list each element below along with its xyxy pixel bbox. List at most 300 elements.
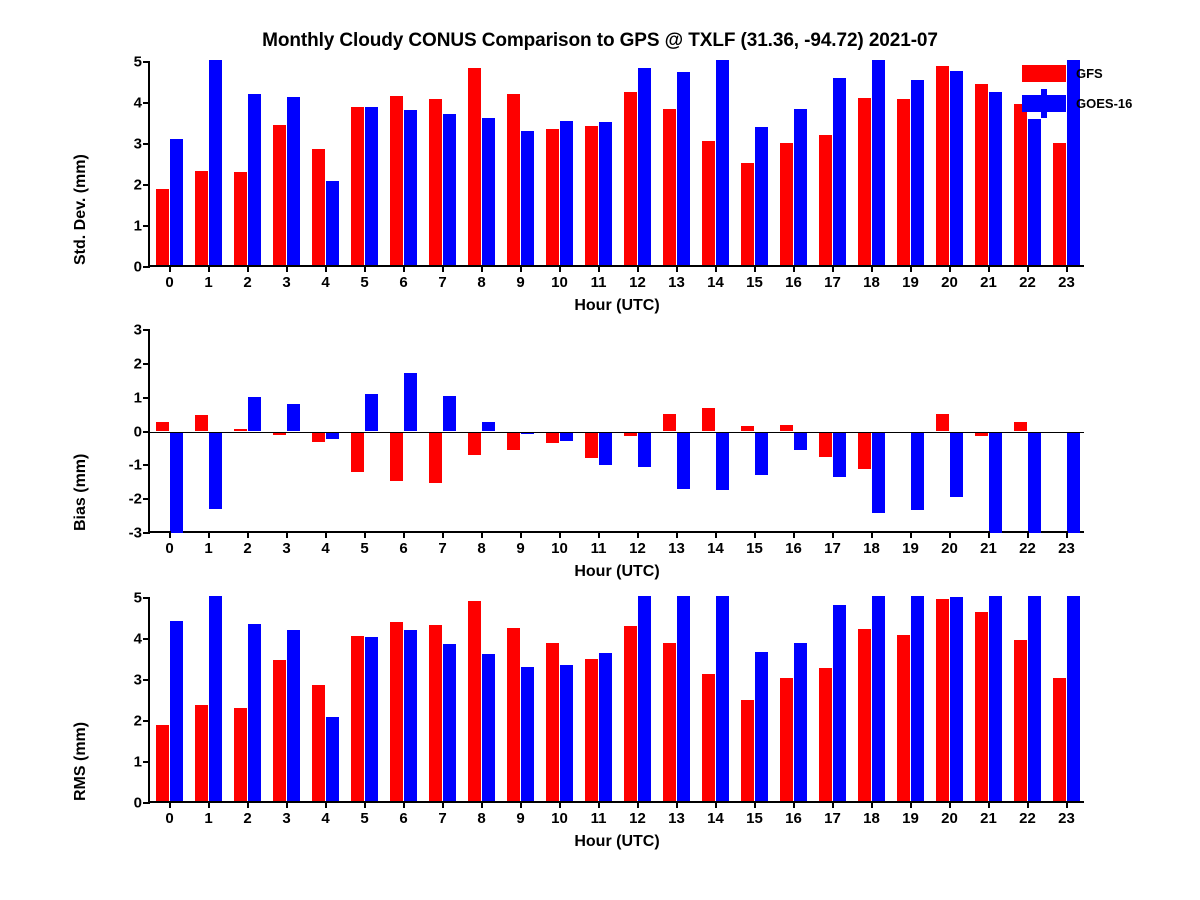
x-tick-label: 15	[746, 274, 763, 291]
x-tick-mark	[637, 531, 639, 538]
bar-gfs	[234, 708, 247, 801]
x-tick-mark	[403, 531, 405, 538]
y-tick-mark	[143, 363, 150, 365]
x-tick-label: 12	[629, 810, 646, 827]
bar-gfs	[507, 628, 520, 801]
bar-gfs	[663, 109, 676, 265]
x-tick-label: 16	[785, 540, 802, 557]
bar-goes16	[326, 717, 339, 801]
x-tick-label: 23	[1058, 540, 1075, 557]
y-tick-label: 4	[133, 94, 142, 112]
x-tick-mark	[208, 531, 210, 538]
bar-gfs	[702, 674, 715, 801]
x-tick-label: 15	[746, 810, 763, 827]
x-tick-mark	[1027, 531, 1029, 538]
bar-goes16	[170, 432, 183, 534]
bars-std-dev	[150, 62, 1084, 265]
x-tick-label: 0	[165, 274, 174, 291]
x-tick-mark	[247, 801, 249, 808]
x-tick-mark	[1066, 531, 1068, 538]
x-tick-label: 22	[1019, 810, 1036, 827]
y-tick-mark	[143, 802, 150, 804]
x-tick-mark	[286, 531, 288, 538]
x-tick-label: 4	[321, 274, 330, 291]
x-tick-label: 0	[165, 540, 174, 557]
x-tick-mark	[520, 801, 522, 808]
y-tick-mark	[143, 638, 150, 640]
bar-gfs	[819, 668, 832, 801]
bar-goes16	[1067, 432, 1080, 534]
bar-gfs	[507, 432, 520, 451]
x-tick-mark	[559, 801, 561, 808]
x-tick-mark	[208, 801, 210, 808]
y-tick-mark	[143, 431, 150, 433]
bar-goes16	[443, 114, 456, 265]
bar-goes16	[872, 596, 885, 801]
bar-goes16	[1028, 119, 1041, 265]
y-tick-mark	[143, 597, 150, 599]
x-tick-mark	[1027, 265, 1029, 272]
bar-gfs	[858, 98, 871, 265]
bar-gfs	[195, 705, 208, 801]
bar-goes16	[950, 597, 963, 801]
bar-goes16	[287, 630, 300, 801]
bar-goes16	[404, 110, 417, 265]
bar-gfs	[585, 126, 598, 265]
bar-gfs	[312, 149, 325, 265]
x-tick-mark	[949, 265, 951, 272]
legend-item-goes	[1022, 88, 1182, 118]
x-tick-mark	[364, 265, 366, 272]
y-tick-mark	[143, 532, 150, 534]
bar-gfs	[195, 171, 208, 265]
y-tick-mark	[143, 61, 150, 63]
bar-gfs	[156, 422, 169, 431]
x-tick-label: 4	[321, 540, 330, 557]
bar-gfs	[546, 643, 559, 801]
bar-gfs	[1053, 678, 1066, 801]
bar-goes16	[443, 644, 456, 801]
x-tick-label: 5	[360, 810, 369, 827]
x-tick-mark	[559, 531, 561, 538]
x-tick-mark	[1066, 801, 1068, 808]
x-tick-label: 11	[590, 540, 607, 557]
bar-goes16	[677, 596, 690, 801]
legend-label-gfs: GFS	[1076, 65, 1103, 81]
bar-gfs	[780, 425, 793, 432]
x-tick-mark	[715, 531, 717, 538]
x-tick-mark	[598, 801, 600, 808]
bar-goes16	[755, 652, 768, 801]
bar-gfs	[936, 66, 949, 265]
x-tick-mark	[754, 801, 756, 808]
y-tick-mark	[143, 498, 150, 500]
x-tick-label: 7	[438, 810, 447, 827]
bar-goes16	[521, 131, 534, 265]
bar-gfs	[819, 432, 832, 457]
bar-gfs	[273, 125, 286, 265]
y-tick-label: -3	[128, 524, 142, 542]
bar-goes16	[560, 121, 573, 265]
x-tick-mark	[754, 531, 756, 538]
y-tick-mark	[143, 720, 150, 722]
bar-goes16	[794, 432, 807, 451]
x-tick-mark	[949, 801, 951, 808]
x-tick-label: 8	[477, 540, 486, 557]
x-tick-label: 3	[282, 810, 291, 827]
legend-item-gfs	[1022, 58, 1182, 88]
x-tick-label: 9	[516, 540, 525, 557]
x-tick-mark	[637, 265, 639, 272]
bar-goes16	[638, 596, 651, 801]
bar-goes16	[482, 422, 495, 431]
y-axis-label-std-dev: Std. Dev. (mm)	[72, 154, 89, 265]
y-tick-label: 3	[133, 135, 142, 153]
x-tick-mark	[715, 801, 717, 808]
x-tick-mark	[442, 531, 444, 538]
bar-goes16	[365, 394, 378, 431]
x-tick-label: 16	[785, 274, 802, 291]
x-tick-mark	[247, 265, 249, 272]
x-tick-mark	[793, 801, 795, 808]
x-tick-mark	[481, 801, 483, 808]
bar-goes16	[716, 60, 729, 265]
bar-gfs	[390, 622, 403, 801]
x-tick-label: 23	[1058, 810, 1075, 827]
bar-gfs	[1053, 143, 1066, 265]
x-tick-mark	[364, 531, 366, 538]
x-tick-label: 1	[204, 810, 213, 827]
x-tick-mark	[871, 265, 873, 272]
bar-gfs	[702, 408, 715, 431]
bar-goes16	[248, 397, 261, 432]
bar-goes16	[989, 92, 1002, 265]
x-tick-label: 1	[204, 540, 213, 557]
bar-gfs	[390, 432, 403, 481]
x-tick-label: 20	[941, 274, 958, 291]
y-tick-mark	[143, 184, 150, 186]
plot-area-bias	[72, 321, 1084, 580]
bar-gfs	[936, 414, 949, 432]
x-tick-label: 8	[477, 810, 486, 827]
bar-goes16	[716, 596, 729, 801]
bar-gfs	[975, 84, 988, 265]
x-tick-mark	[871, 531, 873, 538]
bar-goes16	[170, 139, 183, 265]
bar-gfs	[507, 94, 520, 265]
x-tick-label: 20	[941, 540, 958, 557]
x-tick-mark	[169, 531, 171, 538]
bar-goes16	[794, 643, 807, 801]
bar-goes16	[521, 667, 534, 801]
bar-goes16	[209, 60, 222, 265]
bar-gfs	[468, 601, 481, 801]
bar-gfs	[585, 659, 598, 801]
bar-goes16	[677, 72, 690, 265]
x-tick-label: 5	[360, 274, 369, 291]
x-tick-label: 17	[824, 810, 841, 827]
bar-goes16	[209, 596, 222, 801]
x-tick-label: 22	[1019, 540, 1036, 557]
y-tick-label: 1	[133, 389, 142, 407]
bar-goes16	[482, 654, 495, 801]
bar-gfs	[312, 432, 325, 443]
x-tick-label: 17	[824, 274, 841, 291]
x-tick-mark	[988, 531, 990, 538]
y-tick-label: 4	[133, 630, 142, 648]
y-tick-label: 0	[133, 258, 142, 276]
x-tick-label: 10	[551, 810, 568, 827]
x-tick-mark	[208, 265, 210, 272]
x-tick-label: 16	[785, 810, 802, 827]
x-tick-label: 23	[1058, 274, 1075, 291]
x-tick-label: 10	[551, 274, 568, 291]
bar-gfs	[663, 414, 676, 432]
bar-goes16	[482, 118, 495, 265]
x-tick-mark	[637, 801, 639, 808]
y-tick-mark	[143, 102, 150, 104]
bar-goes16	[560, 432, 573, 441]
x-tick-label: 6	[399, 274, 408, 291]
x-tick-mark	[715, 265, 717, 272]
bar-goes16	[911, 80, 924, 265]
bar-gfs	[468, 432, 481, 455]
bar-goes16	[1067, 596, 1080, 801]
x-tick-label: 13	[668, 540, 685, 557]
x-tick-mark	[520, 531, 522, 538]
bar-goes16	[716, 432, 729, 490]
y-tick-label: 3	[133, 671, 142, 689]
y-axis-label-rms: RMS (mm)	[72, 721, 89, 801]
x-tick-label: 8	[477, 274, 486, 291]
bar-gfs	[195, 415, 208, 432]
bar-goes16	[287, 97, 300, 265]
bars-bias	[150, 330, 1084, 531]
x-tick-label: 3	[282, 540, 291, 557]
x-tick-mark	[676, 801, 678, 808]
bar-gfs	[429, 432, 442, 483]
x-tick-mark	[910, 801, 912, 808]
x-tick-label: 18	[863, 810, 880, 827]
bar-goes16	[911, 596, 924, 801]
x-tick-mark	[832, 801, 834, 808]
bar-goes16	[404, 373, 417, 431]
x-tick-mark	[403, 265, 405, 272]
bar-gfs	[546, 432, 559, 444]
bar-goes16	[833, 432, 846, 478]
y-tick-mark	[143, 397, 150, 399]
x-tick-mark	[1027, 801, 1029, 808]
y-tick-mark	[143, 679, 150, 681]
x-tick-label: 22	[1019, 274, 1036, 291]
x-tick-label: 12	[629, 540, 646, 557]
x-tick-label: 17	[824, 540, 841, 557]
x-tick-label: 20	[941, 810, 958, 827]
x-tick-mark	[520, 265, 522, 272]
x-tick-label: 5	[360, 540, 369, 557]
bars-rms	[150, 598, 1084, 801]
bar-gfs	[234, 172, 247, 265]
bar-gfs	[936, 599, 949, 801]
x-tick-mark	[169, 265, 171, 272]
bar-gfs	[1014, 640, 1027, 801]
bar-gfs	[468, 68, 481, 265]
bar-gfs	[156, 725, 169, 801]
x-tick-label: 21	[980, 810, 997, 827]
x-tick-label: 2	[243, 540, 252, 557]
bar-goes16	[989, 432, 1002, 534]
bar-goes16	[677, 432, 690, 490]
bar-gfs	[273, 660, 286, 801]
x-tick-mark	[676, 531, 678, 538]
bar-goes16	[326, 432, 339, 439]
y-tick-mark	[143, 143, 150, 145]
bar-goes16	[638, 432, 651, 468]
y-tick-mark	[143, 329, 150, 331]
x-tick-mark	[598, 531, 600, 538]
x-tick-label: 11	[590, 810, 607, 827]
bar-gfs	[741, 700, 754, 801]
bar-goes16	[443, 396, 456, 432]
bar-goes16	[833, 605, 846, 801]
bar-gfs	[741, 163, 754, 265]
bar-goes16	[872, 60, 885, 265]
x-tick-mark	[793, 531, 795, 538]
x-tick-mark	[598, 265, 600, 272]
x-tick-label: 19	[902, 810, 919, 827]
x-tick-label: 14	[707, 810, 724, 827]
bar-goes16	[872, 432, 885, 514]
bar-gfs	[858, 432, 871, 470]
bar-gfs	[156, 189, 169, 265]
x-axis-label-bias: Hour (UTC)	[574, 563, 660, 580]
x-tick-label: 21	[980, 274, 997, 291]
y-tick-mark	[143, 225, 150, 227]
x-tick-label: 13	[668, 810, 685, 827]
x-tick-mark	[442, 265, 444, 272]
bar-gfs	[624, 92, 637, 265]
x-tick-label: 6	[399, 540, 408, 557]
bar-goes16	[287, 404, 300, 431]
y-axis-label-bias: Bias (mm)	[72, 453, 89, 531]
y-tick-label: 1	[133, 217, 142, 235]
legend	[1022, 58, 1182, 118]
bar-goes16	[1028, 596, 1041, 801]
plot-area-rms	[72, 589, 1084, 850]
bar-gfs	[819, 135, 832, 265]
bar-goes16	[911, 432, 924, 510]
bar-gfs	[780, 143, 793, 265]
x-tick-mark	[988, 265, 990, 272]
legend-swatch-goes-icon	[1022, 95, 1066, 112]
x-tick-label: 19	[902, 274, 919, 291]
x-tick-mark	[910, 531, 912, 538]
x-tick-label: 3	[282, 274, 291, 291]
bar-goes16	[599, 122, 612, 265]
bar-goes16	[365, 637, 378, 801]
y-tick-label: 2	[133, 355, 142, 373]
bar-gfs	[351, 636, 364, 801]
x-tick-mark	[754, 265, 756, 272]
x-tick-label: 2	[243, 274, 252, 291]
page-title: Monthly Cloudy CONUS Comparison to GPS @ TXLF (31.36, -94.72) 2021-07	[262, 30, 938, 51]
x-tick-mark	[676, 265, 678, 272]
bar-gfs	[585, 432, 598, 458]
bar-gfs	[780, 678, 793, 801]
x-tick-mark	[247, 531, 249, 538]
x-tick-mark	[325, 265, 327, 272]
y-tick-label: 5	[133, 589, 142, 607]
bar-gfs	[858, 629, 871, 801]
y-tick-mark	[143, 464, 150, 466]
bar-gfs	[546, 129, 559, 265]
bar-gfs	[1014, 104, 1027, 265]
y-tick-label: 0	[133, 423, 142, 440]
bar-goes16	[560, 665, 573, 801]
x-tick-mark	[793, 265, 795, 272]
x-tick-label: 18	[863, 540, 880, 557]
bar-gfs	[390, 96, 403, 265]
x-tick-mark	[403, 801, 405, 808]
bar-goes16	[326, 181, 339, 265]
x-tick-mark	[832, 531, 834, 538]
x-tick-mark	[325, 531, 327, 538]
x-tick-mark	[832, 265, 834, 272]
y-tick-label: 2	[133, 176, 142, 194]
x-tick-label: 0	[165, 810, 174, 827]
x-tick-label: 14	[707, 274, 724, 291]
x-axis-label-rms: Hour (UTC)	[574, 833, 660, 850]
bar-gfs	[429, 99, 442, 265]
x-tick-mark	[949, 531, 951, 538]
x-tick-mark	[364, 801, 366, 808]
bar-gfs	[312, 685, 325, 801]
bar-goes16	[950, 71, 963, 265]
x-tick-mark	[169, 801, 171, 808]
x-tick-mark	[871, 801, 873, 808]
x-tick-label: 10	[551, 540, 568, 557]
bar-goes16	[365, 107, 378, 265]
bar-goes16	[1028, 432, 1041, 534]
x-tick-label: 12	[629, 274, 646, 291]
bar-goes16	[248, 94, 261, 265]
x-axis-label-std-dev: Hour (UTC)	[574, 297, 660, 314]
y-tick-label: 3	[133, 321, 142, 339]
bar-gfs	[897, 635, 910, 801]
x-tick-mark	[910, 265, 912, 272]
x-tick-mark	[481, 531, 483, 538]
bar-gfs	[897, 99, 910, 265]
bar-goes16	[950, 432, 963, 498]
x-tick-label: 11	[590, 274, 607, 291]
bar-goes16	[989, 596, 1002, 801]
x-tick-label: 4	[321, 810, 330, 827]
bar-goes16	[755, 432, 768, 476]
x-tick-mark	[286, 265, 288, 272]
x-tick-label: 19	[902, 540, 919, 557]
bar-goes16	[833, 78, 846, 265]
y-tick-mark	[143, 266, 150, 268]
bar-goes16	[638, 68, 651, 265]
y-tick-mark	[143, 761, 150, 763]
legend-label-goes: GOES-16	[1076, 95, 1133, 111]
x-tick-label: 7	[438, 540, 447, 557]
plot-area-std-dev	[72, 53, 1084, 314]
bar-gfs	[975, 612, 988, 801]
bar-goes16	[404, 630, 417, 801]
x-tick-label: 2	[243, 810, 252, 827]
bar-gfs	[624, 626, 637, 801]
